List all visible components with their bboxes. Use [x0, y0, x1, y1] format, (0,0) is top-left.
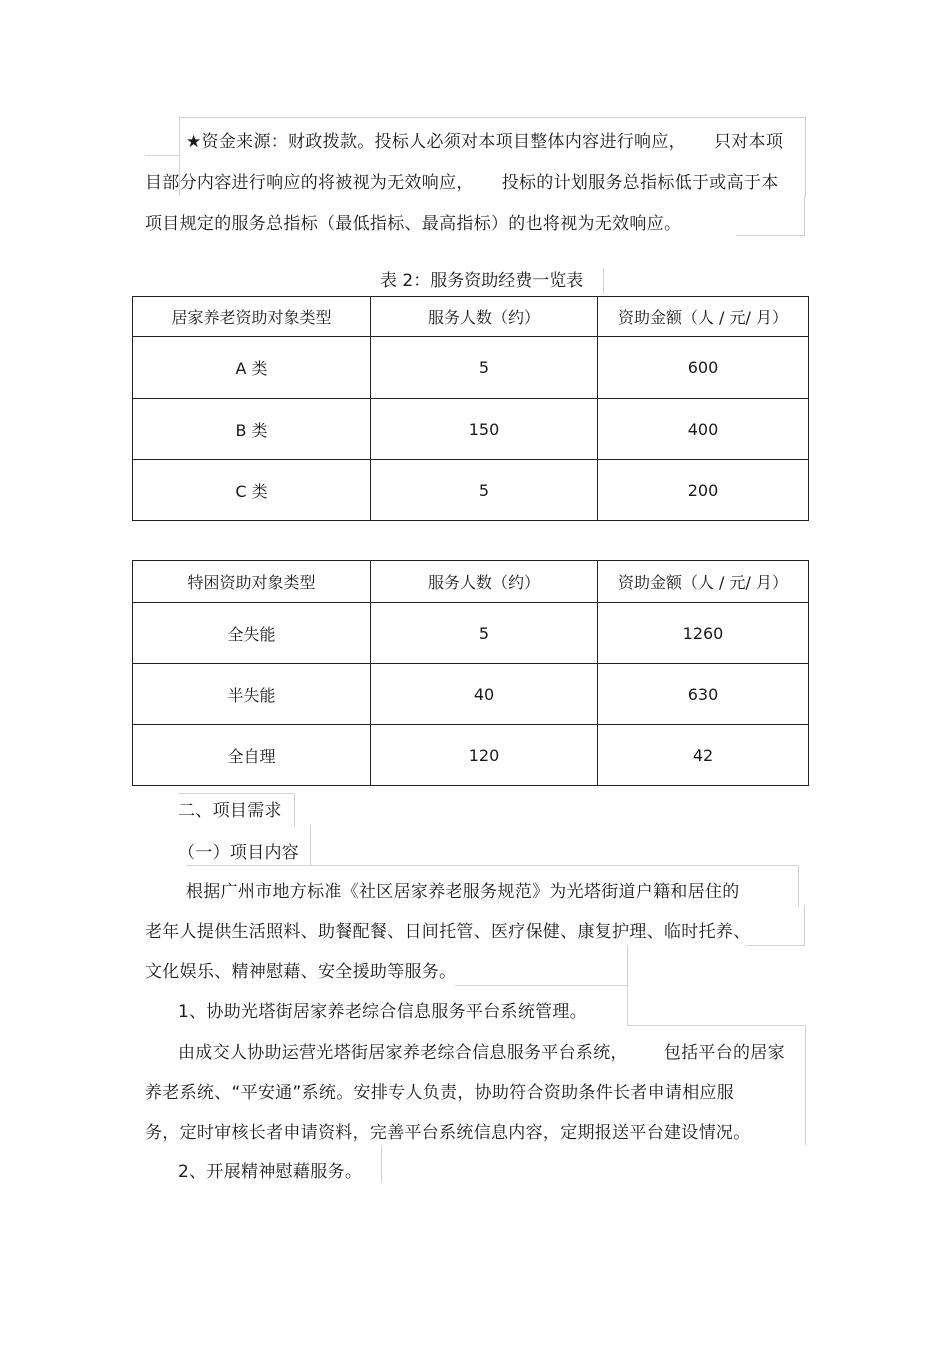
funding-text: 目部分内容进行响应的将被视为无效响应，	[145, 173, 474, 193]
table-cell: 1260	[598, 603, 809, 664]
table-header-row	[133, 561, 809, 603]
table-header-cell: 资助金额（人 / 元/ 月）	[598, 561, 809, 603]
table-row	[133, 337, 809, 399]
section-heading: 二、项目需求	[178, 801, 282, 821]
table-cell: 120	[371, 725, 598, 786]
table-cell: 42	[598, 725, 809, 786]
table-row	[133, 725, 809, 786]
table-header-cell: 资助金额（人 / 元/ 月）	[598, 297, 809, 337]
scan-frame	[603, 268, 605, 294]
table-header-cell: 服务人数（约）	[371, 297, 598, 337]
scan-frame	[380, 1145, 382, 1183]
funding-line-2	[145, 172, 779, 194]
item-1-text: 由成交人协助运营光塔街居家养老综合信息服务平台系统，	[178, 1043, 628, 1063]
item-2-heading: 2、开展精神慰藉服务。	[178, 1162, 363, 1182]
table-cell: 600	[598, 337, 809, 399]
scan-frame	[380, 1145, 804, 1183]
scan-frame	[736, 195, 805, 236]
funding-text: ★资金来源：财政拨款。投标人必须对本项目整体内容进行响应，	[186, 132, 686, 152]
table-cell: 150	[371, 399, 598, 460]
subsidy-table-special-hardship	[132, 560, 809, 786]
project-content-line-3: 文化娱乐、精神慰藉、安全援助等服务。	[145, 962, 457, 982]
table-header-row	[133, 297, 809, 337]
table-row	[133, 460, 809, 521]
table-row	[133, 664, 809, 725]
table-cell: 全失能	[133, 603, 371, 664]
table-caption: 表 2：服务资助经费一览表	[380, 271, 584, 291]
scan-frame	[145, 117, 180, 156]
scan-frame	[627, 985, 629, 1025]
project-content-line-1: 根据广州市地方标准《社区居家养老服务规范》为光塔街道户籍和居住的	[186, 882, 740, 902]
table-row	[133, 399, 809, 460]
scan-frame	[804, 1025, 806, 1145]
item-1-text: 包括平台的居家	[663, 1043, 785, 1063]
table-cell: 全自理	[133, 725, 371, 786]
table-cell: 5	[371, 337, 598, 399]
table-cell: 5	[371, 603, 598, 664]
funding-text: 只对本项	[713, 132, 784, 152]
subsidy-table-home-care	[132, 296, 809, 521]
table-cell: 400	[598, 399, 809, 460]
scan-frame	[627, 1025, 804, 1027]
table-cell: B 类	[133, 399, 371, 460]
table-header-cell: 居家养老资助对象类型	[133, 297, 371, 337]
table-header-cell: 服务人数（约）	[371, 561, 598, 603]
funding-line-3: 项目规定的服务总指标（最低指标、最高指标）的也将视为无效响应。	[145, 214, 682, 234]
table-cell: 半失能	[133, 664, 371, 725]
table-cell: 630	[598, 664, 809, 725]
item-1-heading: 1、协助光塔街居家养老综合信息服务平台系统管理。	[178, 1002, 588, 1022]
funding-line-1	[186, 131, 783, 153]
funding-text: 投标的计划服务总指标低于或高于本	[501, 173, 779, 193]
scan-frame	[745, 905, 805, 946]
item-1-line-3: 务，定时审核长者申请资料，完善平台系统信息内容，定期报送平台建设情况。	[145, 1123, 751, 1143]
table-cell: 5	[371, 460, 598, 521]
project-content-line-2: 老年人提供生活照料、助餐配餐、日间托管、医疗保健、康复护理、临时托养、	[145, 922, 751, 942]
scan-frame	[455, 945, 628, 986]
table-cell: C 类	[133, 460, 371, 521]
table-header-cell: 特困资助对象类型	[133, 561, 371, 603]
item-1-line-2: 养老系统、“平安通”系统。安排专人负责，协助符合资助条件长者申请相应服	[145, 1083, 735, 1103]
table-cell: 40	[371, 664, 598, 725]
table-cell: A 类	[133, 337, 371, 399]
table-cell: 200	[598, 460, 809, 521]
item-1-line-1	[178, 1042, 785, 1064]
subsection-heading: （一）项目内容	[178, 843, 300, 863]
table-row	[133, 603, 809, 664]
